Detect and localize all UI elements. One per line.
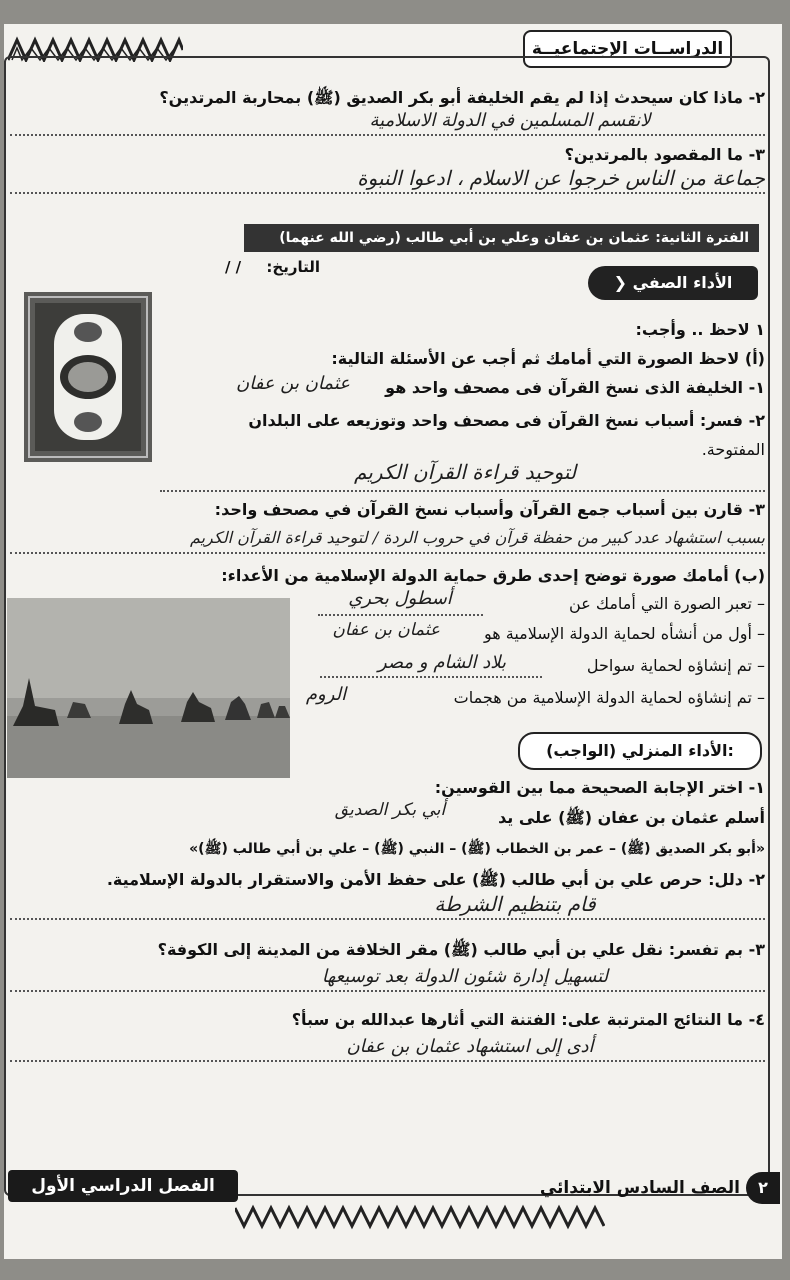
question-a3: ٣- قارن بين أسباب جمع القرآن وأسباب نسخ القرآن في مصحف واحد: — [214, 500, 765, 519]
answer-b1: أسطول بحري — [348, 588, 452, 609]
observe-heading: ١ لاحظ .. وأجب: — [635, 320, 765, 339]
homework-banner: الأداء المنزلي (الواجب): — [518, 732, 762, 770]
answer-h3: لتسهيل إدارة شئون الدولة بعد توسيعها — [321, 966, 609, 987]
question-3: ٣- ما المقصود بالمرتدين؟ — [564, 145, 765, 164]
date-value: / / — [224, 258, 242, 276]
answer-line — [10, 990, 765, 992]
answer-a1: عثمان بن عفان — [236, 373, 350, 394]
answer-line — [160, 490, 765, 492]
question-2: ٢- ماذا كان سيحدث إذا لم يقم الخليفة أبو بكر الصديق (ﷺ) بمحاربة المرتدين؟ — [159, 88, 765, 107]
answer-line — [318, 614, 483, 616]
answer-b2: عثمان بن عفان — [332, 620, 440, 640]
answer-line — [320, 676, 542, 678]
page-number: ٢ — [746, 1172, 780, 1204]
statement-h1: أسلم عثمان بن عفان (ﷺ) على يد — [498, 808, 765, 827]
answer-h4: أدى إلى استشهاد عثمان بن عفان — [346, 1036, 594, 1057]
answer-line — [10, 918, 765, 920]
answer-line — [10, 1060, 765, 1062]
answer-line — [10, 134, 765, 136]
term-label: الفصل الدراسي الأول — [8, 1170, 238, 1202]
question-b3: – تم إنشاؤه لحماية سواحل — [586, 656, 765, 675]
answer-line — [10, 552, 765, 554]
choices-h1: «أبو بكر الصديق (ﷺ) – عمر بن الخطاب (ﷺ) – النبي (ﷺ) – علي بن أبي طالب (ﷺ)» — [189, 841, 765, 857]
question-h1: ١- اختر الإجابة الصحيحة مما بين القوسين: — [434, 778, 765, 797]
answer-h1: أبي بكر الصديق — [334, 800, 446, 820]
answer-a3: بسبب استشهاد عدد كبير من حفظة قرآن في حروب الردة / لتوحيد قراءة القرآن الكريم — [189, 528, 765, 547]
grade-label: الصف السادس الابتدائي — [539, 1178, 740, 1198]
question-a2-line1: ٢- فسر: أسباب نسخ القرآن فى مصحف واحد وتوزيعه على البلدان — [248, 411, 765, 430]
question-h4: ٤- ما النتائج المترتبة على: الفتنة التي أثارها عبدالله بن سبأ؟ — [291, 1010, 765, 1029]
period-banner: الفترة الثانية: عثمان بن عفان وعلي بن أبي طالب (رضي الله عنهما) — [244, 224, 759, 252]
date-label: التاريخ: — [266, 258, 320, 276]
part-b-instruction: (ب) أمامك صورة توضح إحدى طرق حماية الدولة الإسلامية من الأعداء: — [221, 566, 765, 585]
answer-b3: بلاد الشام و مصر — [378, 652, 506, 673]
zigzag-ornament-bottom — [235, 1204, 605, 1230]
quran-mushaf-image — [24, 292, 152, 462]
date-field — [190, 258, 320, 276]
subject-title: الدراســات الإجتماعيــة — [523, 30, 732, 68]
question-h3: ٣- بم تفسر: نقل علي بن أبي طالب (ﷺ) مقر الخلافة من المدينة إلى الكوفة؟ — [157, 940, 765, 959]
part-a-instruction: (أ) لاحظ الصورة التي أمامك ثم أجب عن الأسئلة التالية: — [331, 349, 765, 368]
question-b2: – أول من أنشأه لحماية الدولة الإسلامية هو — [483, 624, 765, 643]
classwork-banner — [588, 266, 758, 300]
answer-2: لانقسم المسلمين في الدولة الاسلامية — [369, 110, 651, 131]
naval-fleet-image — [7, 598, 290, 778]
answer-3: جماعة من الناس خرجوا عن الاسلام ، ادعوا النبوة — [357, 166, 765, 190]
answer-line — [10, 192, 765, 194]
question-b1: – تعبر الصورة التي أمامك عن — [569, 594, 765, 613]
question-a1: ١- الخليفة الذى نسخ القرآن فى مصحف واحد هو — [385, 378, 765, 397]
answer-b4: الروم — [305, 684, 347, 705]
question-b4: – تم إنشاؤه لحماية الدولة الإسلامية من هجمات — [453, 688, 765, 707]
answer-a2: لتوحيد قراءة القرآن الكريم — [353, 460, 577, 484]
question-a2-line2: المفتوحة. — [701, 440, 765, 459]
chevron-icon: ❯ — [613, 273, 633, 292]
question-h2: ٢- دلل: حرص علي بن أبي طالب (ﷺ) على حفظ الأمن والاستقرار بالدولة الإسلامية. — [106, 870, 765, 889]
classwork-title: الأداء الصفي — [632, 273, 733, 292]
answer-h2: قام بتنظيم الشرطة — [434, 892, 596, 916]
